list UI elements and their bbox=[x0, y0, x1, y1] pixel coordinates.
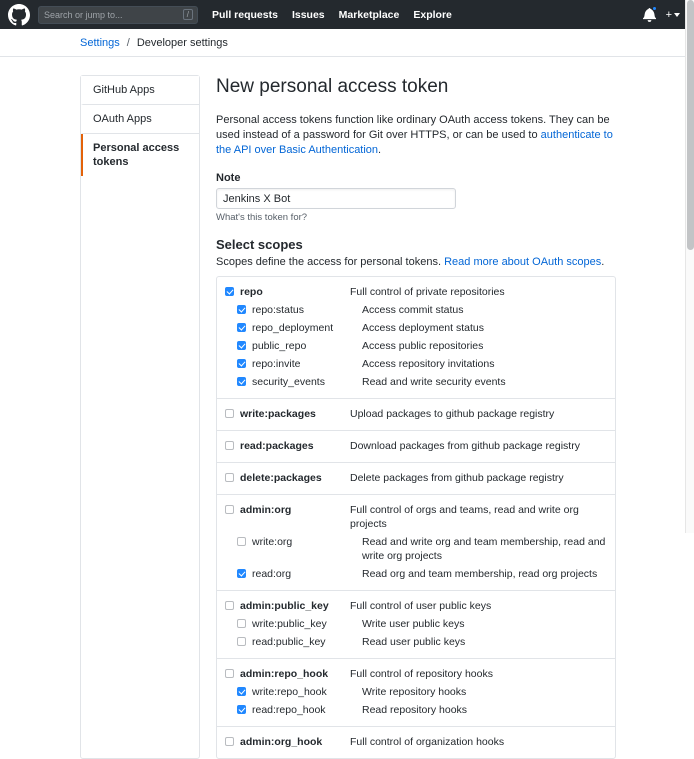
sidebar-item-github-apps[interactable]: GitHub Apps bbox=[81, 76, 199, 105]
scope-group bbox=[217, 399, 615, 431]
scope-row[interactable] bbox=[217, 405, 615, 423]
scope-group bbox=[217, 591, 615, 659]
scope-description: Access public repositories bbox=[362, 340, 484, 352]
scope-description: Read and write security events bbox=[362, 376, 506, 388]
scope-row[interactable] bbox=[217, 665, 615, 683]
primary-nav bbox=[212, 9, 452, 21]
scope-name: read:org bbox=[252, 568, 292, 580]
scope-group bbox=[217, 431, 615, 463]
scope-row[interactable] bbox=[217, 301, 615, 319]
scope-row[interactable] bbox=[217, 597, 615, 615]
scope-name: repo:status bbox=[252, 304, 304, 316]
scope-description: Full control of repository hooks bbox=[350, 668, 493, 680]
scope-row[interactable] bbox=[217, 701, 615, 719]
breadcrumb-developer-settings: Developer settings bbox=[136, 36, 228, 49]
settings-sidebar bbox=[80, 75, 200, 759]
scope-checkbox-read-org[interactable] bbox=[237, 569, 246, 578]
scopes-description-text: Scopes define the access for personal tokens. bbox=[216, 256, 442, 268]
scope-checkbox-admin-public-key[interactable] bbox=[225, 601, 234, 610]
scope-name: admin:org_hook bbox=[240, 736, 323, 748]
scope-checkbox-write-public-key[interactable] bbox=[237, 619, 246, 628]
scope-description: Full control of orgs and teams, read and write org projects bbox=[350, 504, 579, 530]
scope-checkbox-repo-status[interactable] bbox=[237, 305, 246, 314]
note-input[interactable] bbox=[216, 188, 456, 209]
notification-indicator bbox=[652, 6, 657, 11]
scope-checkbox-write-org[interactable] bbox=[237, 537, 246, 546]
scope-checkbox-security-events[interactable] bbox=[237, 377, 246, 386]
intro-text-part2: . bbox=[378, 144, 382, 156]
scope-description: Read user public keys bbox=[362, 636, 466, 648]
sidebar-item-personal-access-tokens[interactable]: Personal access tokens bbox=[81, 134, 199, 176]
scope-row[interactable] bbox=[217, 373, 615, 391]
scopes-description-end: . bbox=[601, 256, 605, 268]
scope-name: read:repo_hook bbox=[252, 704, 326, 716]
scope-group bbox=[217, 495, 615, 591]
intro-text bbox=[216, 113, 616, 158]
scope-checkbox-public-repo[interactable] bbox=[237, 341, 246, 350]
scopes-list bbox=[216, 276, 616, 759]
scope-description: Access repository invitations bbox=[362, 358, 495, 370]
scope-description: Read and write org and team membership, read and write org projects bbox=[362, 536, 606, 562]
scopes-description bbox=[216, 256, 646, 268]
scope-checkbox-write-packages[interactable] bbox=[225, 409, 234, 418]
page-body bbox=[0, 57, 694, 759]
plus-icon: + bbox=[665, 8, 672, 21]
scope-checkbox-delete-packages[interactable] bbox=[225, 473, 234, 482]
scope-checkbox-read-repo-hook[interactable] bbox=[237, 705, 246, 714]
create-new-menu[interactable] bbox=[666, 9, 680, 21]
scope-description: Access commit status bbox=[362, 304, 464, 316]
scope-checkbox-admin-repo-hook[interactable] bbox=[225, 669, 234, 678]
breadcrumb-separator: / bbox=[126, 36, 130, 49]
scope-checkbox-repo-invite[interactable] bbox=[237, 359, 246, 368]
breadcrumb-settings[interactable]: Settings bbox=[80, 36, 120, 49]
scope-group bbox=[217, 727, 615, 758]
search-input[interactable] bbox=[44, 10, 174, 20]
scope-name: admin:public_key bbox=[240, 600, 329, 612]
github-logo-icon[interactable] bbox=[8, 4, 30, 26]
scope-name: write:public_key bbox=[252, 618, 327, 630]
scope-name: write:org bbox=[252, 536, 293, 548]
scope-row[interactable] bbox=[217, 565, 615, 583]
scope-group bbox=[217, 463, 615, 495]
scope-name: admin:org bbox=[240, 504, 292, 516]
scope-description: Read org and team membership, read org projects bbox=[362, 568, 598, 580]
select-scopes-heading: Select scopes bbox=[216, 237, 303, 252]
scope-name: admin:repo_hook bbox=[240, 668, 329, 680]
scope-description: Full control of organization hooks bbox=[350, 736, 505, 748]
chevron-down-icon bbox=[674, 13, 680, 17]
scope-checkbox-read-packages[interactable] bbox=[225, 441, 234, 450]
scope-name: read:packages bbox=[240, 440, 314, 452]
search-box[interactable] bbox=[38, 6, 198, 24]
note-help-text: What's this token for? bbox=[216, 212, 308, 223]
scope-name: repo bbox=[240, 286, 263, 298]
scope-checkbox-repo[interactable] bbox=[225, 287, 234, 296]
nav-explore[interactable]: Explore bbox=[413, 8, 452, 21]
scope-checkbox-admin-org[interactable] bbox=[225, 505, 234, 514]
scope-row[interactable] bbox=[217, 319, 615, 337]
scope-row[interactable] bbox=[217, 501, 615, 533]
intro-text-part1: Personal access tokens function like ordinary OAuth access tokens. They can be used instead of a password for Git over HTTPS, or can be used to bbox=[216, 114, 610, 141]
scope-row[interactable] bbox=[217, 633, 615, 651]
global-header bbox=[0, 0, 694, 29]
oauth-scopes-link[interactable]: Read more about OAuth scopes bbox=[444, 256, 602, 268]
scope-name: read:public_key bbox=[252, 636, 326, 648]
scope-description: Delete packages from github package registry bbox=[350, 472, 564, 484]
nav-issues[interactable]: Issues bbox=[291, 8, 325, 21]
scope-row[interactable] bbox=[217, 533, 615, 565]
nav-pull-requests[interactable]: Pull requests bbox=[212, 8, 278, 21]
scope-description: Access deployment status bbox=[362, 322, 484, 334]
scope-name: write:repo_hook bbox=[252, 686, 327, 698]
note-label: Note bbox=[216, 172, 241, 184]
scope-row[interactable] bbox=[217, 283, 615, 301]
header-right-actions bbox=[643, 7, 686, 22]
scope-name: repo_deployment bbox=[252, 322, 334, 334]
basic-auth-link[interactable]: authenticate to the API over Basic Authentication bbox=[216, 129, 613, 156]
nav-marketplace[interactable]: Marketplace bbox=[338, 8, 400, 21]
scope-description: Download packages from github package registry bbox=[350, 440, 580, 452]
page-scrollbar[interactable] bbox=[685, 0, 694, 533]
scope-row[interactable] bbox=[217, 733, 615, 751]
scope-row[interactable] bbox=[217, 683, 615, 701]
scope-name: delete:packages bbox=[240, 472, 322, 484]
scope-description: Write repository hooks bbox=[362, 686, 467, 698]
scope-description: Full control of user public keys bbox=[350, 600, 492, 612]
scope-group bbox=[217, 277, 615, 399]
breadcrumb bbox=[0, 29, 694, 57]
scope-row[interactable] bbox=[217, 355, 615, 373]
scope-checkbox-repo-deployment[interactable] bbox=[237, 323, 246, 332]
scope-description: Write user public keys bbox=[362, 618, 465, 630]
scope-name: repo:invite bbox=[252, 358, 301, 370]
scope-checkbox-read-public-key[interactable] bbox=[237, 637, 246, 646]
scope-group bbox=[217, 659, 615, 727]
scope-description: Full control of private repositories bbox=[350, 286, 505, 298]
scope-description: Upload packages to github package registry bbox=[350, 408, 555, 420]
main-content bbox=[216, 75, 646, 759]
scope-row[interactable] bbox=[217, 615, 615, 633]
bell-icon[interactable] bbox=[643, 7, 656, 22]
scope-description: Read repository hooks bbox=[362, 704, 468, 716]
scope-name: write:packages bbox=[240, 408, 316, 420]
scope-row[interactable] bbox=[217, 469, 615, 487]
sidebar-item-oauth-apps[interactable]: OAuth Apps bbox=[81, 105, 199, 134]
scope-checkbox-write-repo-hook[interactable] bbox=[237, 687, 246, 696]
scope-name: public_repo bbox=[252, 340, 307, 352]
scope-name: security_events bbox=[252, 376, 325, 388]
scope-checkbox-admin-org-hook[interactable] bbox=[225, 737, 234, 746]
scope-row[interactable] bbox=[217, 437, 615, 455]
scope-row[interactable] bbox=[217, 337, 615, 355]
scrollbar-thumb[interactable] bbox=[687, 0, 694, 250]
page-title: New personal access token bbox=[216, 76, 449, 97]
search-shortcut-badge: / bbox=[183, 9, 193, 20]
